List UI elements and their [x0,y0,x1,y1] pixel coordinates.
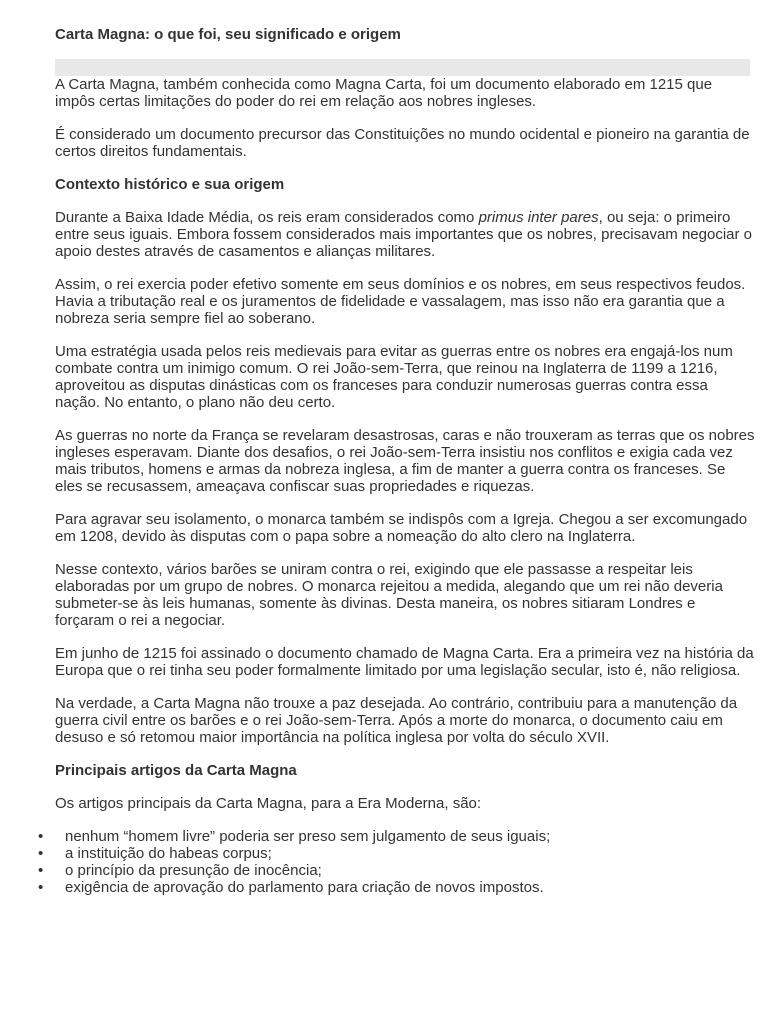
context-paragraph-2: Assim, o rei exercia poder efetivo somente em seus domínios e os nobres, em seus respectivos feudos. Havia a tributação real e os juramentos de fidelidade e vassalagem, mas isso não era garantia que a nobreza seria sempre fiel ao soberano. [55,276,746,327]
list-item: • o princípio da presunção de inocência; [55,862,755,879]
header-divider-bar [55,59,750,76]
articles-lead-paragraph: Os artigos principais da Carta Magna, para a Era Moderna, são: [55,795,482,812]
list-item: • exigência de aprovação do parlamento para criação de novos impostos. [55,879,755,896]
context-paragraph-6: Nesse contexto, vários barões se uniram contra o rei, exigindo que ele passasse a respeitar leis elaboradas por um grupo de nobres. O monarca rejeitou a medida, alegando que um rei não deveria submeter-se às leis humanas, somente às divinas. Desta maneira, os nobres sitiaram Londres e forçaram o rei a negociar. [55,561,723,629]
list-item: • a instituição do habeas corpus; [55,845,755,862]
context-paragraph-5: Para agravar seu isolamento, o monarca também se indispôs com a Igreja. Chegou a ser excomungado em 1208, devido às disputas com o papa sobre a nomeação do alto clero na Inglaterra. [55,511,748,545]
context-paragraph-1 [55,209,755,260]
section-heading-articles: Principais artigos da Carta Magna [55,762,297,779]
context-paragraph-4: As guerras no norte da França se revelaram desastrosas, caras e não trouxeram as terras que os nobres ingleses esperavam. Diante dos desafios, o rei João-sem-Terra insistiu nos conflitos e exigia cada vez mais tributos, homens e armas da nobreza inglesa, a fim de manter a guerra contra os franceses. Se eles se recusassem, ameaçava confiscar suas propriedades e riquezas. [55,427,755,495]
intro-paragraph-2: É considerado um documento precursor das Constituições no mundo ocidental e pioneiro na garantia de certos direitos fundamentais. [55,126,750,160]
context-paragraph-7: Em junho de 1215 foi assinado o documento chamado de Magna Carta. Era a primeira vez na história da Europa que o rei tinha seu poder formalmente limitado por uma legislação secular, isto é, não religiosa. [55,645,754,679]
section-heading-context: Contexto histórico e sua origem [55,176,285,193]
article-body [55,76,755,896]
context-paragraph-3: Uma estratégia usada pelos reis medievais para evitar as guerras entre os nobres era engajá-los num combate contra um inimigo comum. O rei João-sem-Terra, que reinou na Inglaterra de 1199 a 1216, aproveitou as disputas dinásticas com os franceses para conduzir numerosas guerras contra essa nação. No entanto, o plano não deu certo. [55,343,733,411]
list-item: • nenhum “homem livre” poderia ser preso sem julgamento de seus iguais; [55,828,755,845]
context-p1-text-a: Durante a Baixa Idade Média, os reis eram considerados como [55,209,479,226]
articles-list [55,828,755,896]
page-title: Carta Magna: o que foi, seu significado e origem [55,26,401,43]
intro-paragraph-1: A Carta Magna, também conhecida como Magna Carta, foi um documento elaborado em 1215 que impôs certas limitações do poder do rei em relação aos nobres ingleses. [55,76,713,110]
context-paragraph-8: Na verdade, a Carta Magna não trouxe a paz desejada. Ao contrário, contribuiu para a manutenção da guerra civil entre os barões e o rei João-sem-Terra. Após a morte do monarca, o documento caiu em desuso e só retomou maior importância na política inglesa por volta do século XVII. [55,695,738,746]
context-p1-text-b: , ou seja: o primeiro entre seus iguais. Embora fossem considerados mais importantes que os nobres, precisavam negociar o apoio destes através de casamentos e alianças militares. [55,209,753,260]
context-p1-italic-term: primus inter pares [478,209,599,226]
